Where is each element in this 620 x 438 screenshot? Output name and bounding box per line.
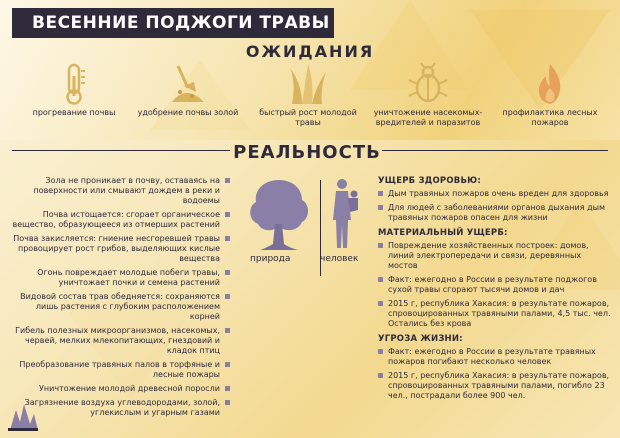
section-heading: УЩЕРБ ЗДОРОВЬЮ: xyxy=(378,176,481,186)
expectation-item xyxy=(128,62,248,118)
expectation-label: уничтожение насекомых-вредителей и паразитов xyxy=(373,108,483,127)
expectation-item xyxy=(248,62,368,128)
expectations-title: ОЖИДАНИЯ xyxy=(245,42,375,61)
list-item: Для людей с заболеваниями органов дыхания дым травяных пожаров опасен для жизни xyxy=(378,203,612,223)
human-effects-list xyxy=(378,176,612,405)
expectation-item xyxy=(368,62,488,128)
page-title: ВЕСЕННИЕ ПОДЖОГИ ТРАВЫ xyxy=(32,13,330,33)
expectation-item xyxy=(14,62,134,118)
logo-icon xyxy=(6,400,40,436)
bug-icon xyxy=(406,62,450,106)
tree-icon xyxy=(244,176,314,256)
list-item: Дым травяных пожаров очень вреден для здоровья xyxy=(378,189,612,199)
divider xyxy=(382,150,608,151)
list-item: Повреждение хозяйственных построек: домов, линий электропередачи и связи, деревянных мостов xyxy=(378,241,612,271)
nature-label: природа xyxy=(250,254,291,264)
fire-icon xyxy=(528,62,572,106)
list-item: Уничтожение молодой древесной поросли xyxy=(8,384,230,394)
list-item: Видовой состав трав обедняется: сохраняются лишь растения с глубоким расположением корней xyxy=(8,292,230,322)
list-item: Гибель полезных микроорганизмов, насекомых, червей, мелких млекопитающих, гнездовий и кладок птиц xyxy=(8,326,230,356)
list-item: Преобразование травяных палов в торфяные и лесные пожары xyxy=(8,360,230,380)
title-bar xyxy=(12,8,334,38)
thermometer-icon xyxy=(52,62,96,106)
list-item: 2015 г, республика Хакасия: в результате пожаров, спровоцированных травяными палами, погибло 23 чел., пострадали более 900 чел. xyxy=(378,371,612,401)
section-heading: УГРОЗА ЖИЗНИ: xyxy=(378,334,463,344)
human-label: человек xyxy=(320,254,359,264)
expectation-label: быстрый рост молодой травы xyxy=(259,108,357,127)
section-heading: МАТЕРИАЛЬНЫЙ УЩЕРБ: xyxy=(378,228,508,238)
grass-icon xyxy=(286,62,330,106)
list-item: Зола не проникает в почву, оставаясь на поверхности или смывают дождем в реки и водоемы xyxy=(8,176,230,206)
list-item: 2015 г, республика Хакасия: в результате пожаров, спровоцированных травяными палами, 4,5 тыс. чел. Остались без крова xyxy=(378,299,612,329)
list-item: Почва закисляется: гниение несгоревшей травы провоцирует рост грибов, выделяющих кислые вещества xyxy=(8,234,230,264)
list-item: Почва истощается: сгорает органическое вещество, образующееся из отмерших растений xyxy=(8,210,230,230)
center-figures xyxy=(236,176,376,416)
shovel-soil-icon xyxy=(166,62,210,106)
person-with-child-icon xyxy=(328,176,364,256)
list-item: Факт: ежегодно в России в результате травяных пожаров погибают несколько человек xyxy=(378,347,612,367)
nature-effects-list xyxy=(8,176,230,422)
divider xyxy=(12,150,230,151)
reality-title: РЕАЛЬНОСТЬ xyxy=(233,142,381,163)
expectation-label: профилактика лесных пожаров xyxy=(502,108,598,127)
expectation-label: удобрение почвы золой xyxy=(137,108,239,117)
expectation-item xyxy=(490,62,610,128)
list-item: Загрязнение воздуха углеводородами, золой, углекислым и угарным газами xyxy=(8,398,230,418)
list-item: Огонь повреждает молодые побеги травы, уничтожает почки и семена растений xyxy=(8,268,230,288)
expectation-label: прогревание почвы xyxy=(32,108,116,117)
list-item: Факт: ежегодно в России в результате поджогов сухой травы сгорают тысячи домов и дач xyxy=(378,275,612,295)
